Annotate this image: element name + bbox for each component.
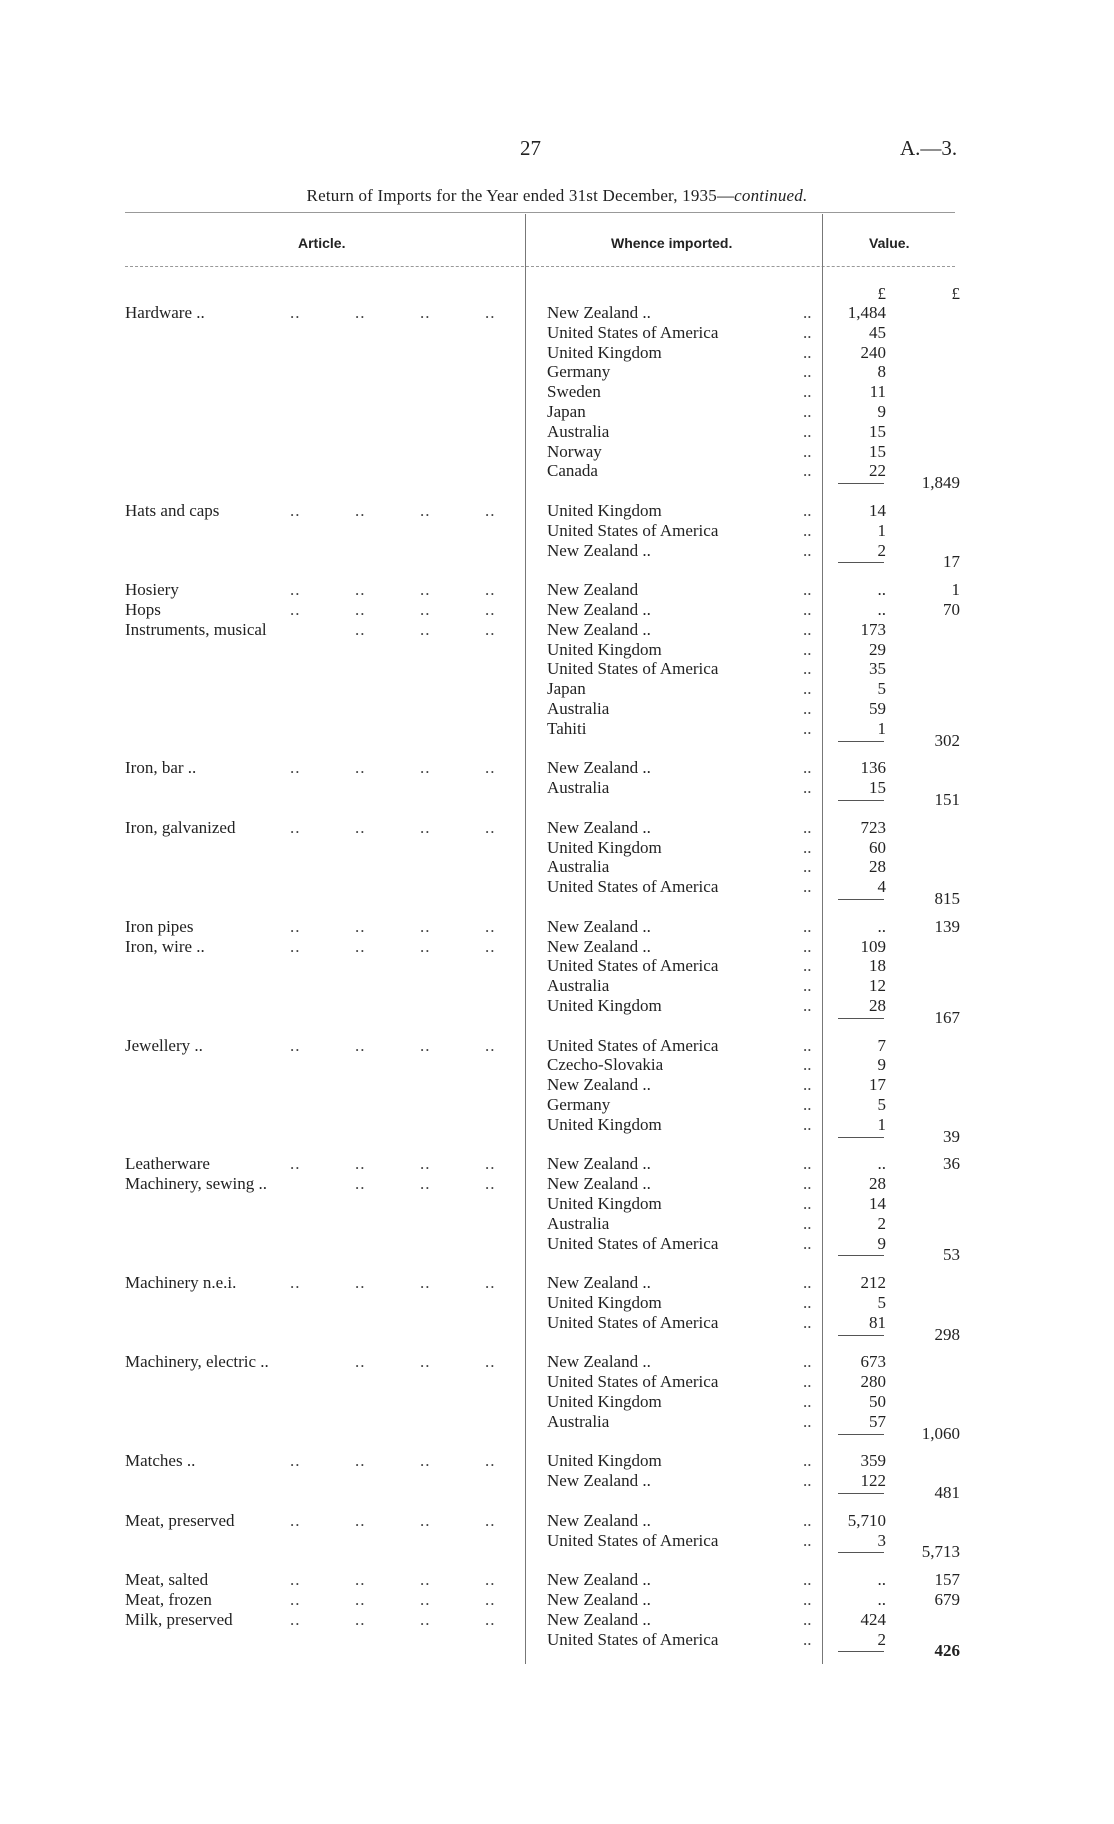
- origin-leader-dots: ..: [803, 402, 812, 421]
- origin-country: New Zealand ..: [547, 600, 651, 619]
- subtotal-value: 5: [877, 679, 886, 699]
- table-row: [0, 679, 1114, 699]
- subtotal-rule: [838, 1434, 884, 1435]
- table-row: Meat, preserved .. .. .. .. New Zealand .. .. 5,710: [125, 1510, 886, 1530]
- subtotal-value: 2: [877, 1213, 886, 1233]
- origin-country: New Zealand ..: [547, 758, 651, 778]
- origin-leader-dots: ..: [803, 1590, 812, 1609]
- subtotal-value: 81: [869, 1312, 886, 1332]
- origin-leader-dots: ..: [803, 1154, 812, 1174]
- table-row: [0, 521, 1114, 541]
- subtotal-value: 59: [869, 699, 886, 718]
- table-row: Machinery, electric .. .. .. .. New Zealand .. .. 673: [125, 1352, 886, 1372]
- origin-country: Australia: [547, 699, 610, 718]
- origin-leader-dots: ..: [803, 1530, 812, 1550]
- origin-country: United Kingdom: [547, 639, 662, 659]
- subtotal-rule: [838, 1335, 884, 1336]
- origin-country: Australia: [547, 1213, 610, 1233]
- origin-leader-dots: ..: [803, 1075, 812, 1095]
- table-row: [0, 1245, 1114, 1273]
- table-row: Meat, salted .. .. .. .. New Zealand .. .. .. 157: [125, 1570, 960, 1590]
- subtotal-value: 109: [860, 936, 886, 956]
- table-row: Jewellery .. .. .. .. .. United States of America .. 7: [125, 1035, 886, 1055]
- column-header-article: Article.: [298, 235, 346, 251]
- article-name: Matches ..: [125, 1451, 196, 1471]
- origin-country: United States of America: [547, 877, 719, 897]
- subtotal-rule: [838, 1137, 884, 1138]
- origin-leader-dots: ..: [803, 322, 812, 342]
- origin-leader-dots: ..: [803, 679, 812, 699]
- total-value: 151: [934, 790, 960, 809]
- table-row: [0, 422, 1114, 442]
- table-row: [0, 552, 1114, 580]
- table-row: [0, 1214, 1114, 1234]
- page-reference: A.—3.: [900, 136, 958, 160]
- origin-leader-dots: ..: [803, 520, 812, 540]
- origin-country: United States of America: [547, 520, 719, 540]
- origin-leader-dots: ..: [803, 1312, 812, 1332]
- table-row: [0, 1641, 1114, 1669]
- article-name: Instruments, musical: [125, 619, 267, 639]
- origin-country: United Kingdom: [547, 1451, 662, 1471]
- total-value: 1,060: [921, 1423, 960, 1443]
- total-value: 815: [934, 889, 960, 908]
- total-value: 1,849: [921, 473, 960, 493]
- origin-leader-dots: ..: [803, 580, 812, 600]
- subtotal-value: 15: [869, 441, 886, 461]
- subtotal-value: 5,710: [847, 1510, 886, 1530]
- origin-country: United States of America: [547, 659, 719, 679]
- table-row: Hops .. .. .. .. New Zealand .. .. .. 70: [125, 600, 960, 619]
- subtotal-value: 424: [860, 1609, 886, 1629]
- total-value: 481: [934, 1483, 960, 1502]
- article-name: Meat, salted: [125, 1570, 209, 1590]
- subtotal-value: 240: [860, 342, 886, 362]
- origin-country: New Zealand ..: [547, 1510, 651, 1530]
- origin-leader-dots: ..: [803, 1609, 812, 1629]
- total-value: 17: [943, 552, 960, 572]
- article-name: Meat, frozen: [125, 1590, 212, 1609]
- table-row: [0, 640, 1114, 660]
- origin-country: Australia: [547, 778, 610, 798]
- origin-leader-dots: ..: [803, 1114, 812, 1134]
- origin-country: Japan: [547, 402, 586, 421]
- origin-country: New Zealand ..: [547, 1570, 651, 1590]
- table-row: Hardware .. .. .. .. .. New Zealand .. .. 1,484: [125, 303, 886, 322]
- origin-country: United States of America: [547, 956, 719, 976]
- article-name: Milk, preserved: [125, 1609, 233, 1629]
- origin-leader-dots: ..: [803, 699, 812, 718]
- origin-leader-dots: ..: [803, 1392, 812, 1411]
- currency-symbol-sub: £: [877, 284, 886, 303]
- total-value: 167: [934, 1007, 960, 1027]
- subtotal-value: 9: [877, 1055, 886, 1075]
- origin-leader-dots: ..: [803, 1095, 812, 1114]
- table-row: [0, 1293, 1114, 1313]
- subtotal-value: 1: [877, 1114, 886, 1134]
- origin-country: United Kingdom: [547, 1114, 662, 1134]
- origin-country: United Kingdom: [547, 501, 662, 520]
- origin-country: New Zealand ..: [547, 1471, 651, 1491]
- table-row: [0, 1126, 1114, 1155]
- subtotal-rule: [838, 741, 884, 742]
- subtotal-rule: [838, 1255, 884, 1256]
- article-name: Machinery, electric ..: [125, 1352, 269, 1372]
- origin-country: Germany: [547, 362, 611, 382]
- origin-country: Australia: [547, 857, 610, 877]
- subtotal-value: 14: [869, 1194, 886, 1213]
- origin-country: New Zealand ..: [547, 619, 651, 639]
- origin-leader-dots: ..: [803, 996, 812, 1015]
- origin-country: New Zealand ..: [547, 1352, 651, 1372]
- table-row: [0, 976, 1114, 996]
- table-row: [0, 956, 1114, 976]
- subtotal-rule: [838, 1018, 884, 1019]
- origin-leader-dots: ..: [803, 817, 812, 837]
- table-row: [0, 889, 1114, 917]
- table-row: Matches .. .. .. .. .. United Kingdom .. 359: [125, 1451, 886, 1471]
- subtotal-value: 57: [869, 1411, 886, 1431]
- article-name: Hats and caps: [125, 501, 220, 520]
- table-row: [0, 1055, 1114, 1075]
- origin-country: New Zealand: [547, 580, 639, 600]
- table-row: [0, 1075, 1114, 1095]
- article-name: Meat, preserved: [125, 1510, 235, 1530]
- origin-country: Australia: [547, 1411, 610, 1431]
- table-row: [0, 323, 1114, 343]
- total-value: 5,713: [921, 1542, 960, 1562]
- article-name: Iron, bar ..: [125, 758, 197, 778]
- subtotal-value: ..: [877, 600, 886, 619]
- subtotal-rule: [838, 483, 884, 484]
- table-row: Iron, wire .. .. .. .. .. New Zealand .. .. 109: [125, 936, 886, 956]
- subtotal-value: 35: [869, 659, 886, 679]
- subtotal-value: 28: [869, 1174, 886, 1194]
- origin-leader-dots: ..: [803, 441, 812, 461]
- origin-leader-dots: ..: [803, 1293, 812, 1312]
- origin-leader-dots: ..: [803, 600, 812, 619]
- origin-country: Germany: [547, 1095, 611, 1114]
- table-row: Iron, galvanized .. .. .. .. New Zealand .. .. 723: [125, 817, 886, 837]
- origin-country: Australia: [547, 976, 610, 996]
- subtotal-value: 12: [869, 976, 886, 996]
- subtotal-value: 173: [860, 619, 886, 639]
- subtotal-value: 15: [869, 421, 886, 441]
- origin-leader-dots: ..: [803, 837, 812, 857]
- article-name: Machinery, sewing ..: [125, 1174, 267, 1194]
- origin-leader-dots: ..: [803, 1174, 812, 1194]
- table-row: [0, 343, 1114, 363]
- table-row: [0, 790, 1114, 818]
- origin-leader-dots: ..: [803, 1055, 812, 1075]
- origin-country: United Kingdom: [547, 837, 662, 857]
- origin-leader-dots: ..: [803, 1629, 812, 1649]
- article-name: Machinery n.e.i.: [125, 1273, 237, 1293]
- subtotal-value: 2: [877, 1629, 886, 1649]
- table-row: [0, 1423, 1114, 1452]
- origin-country: New Zealand ..: [547, 1075, 651, 1095]
- origin-leader-dots: ..: [803, 639, 812, 659]
- origin-leader-dots: ..: [803, 1372, 812, 1392]
- origin-country: Czecho-Slovakia: [547, 1055, 664, 1075]
- subtotal-value: 45: [869, 322, 886, 342]
- origin-leader-dots: ..: [803, 421, 812, 441]
- origin-leader-dots: ..: [803, 362, 812, 382]
- article-name: Hops: [125, 600, 161, 619]
- subtotal-rule: [838, 1552, 884, 1553]
- origin-country: United States of America: [547, 1035, 719, 1055]
- total-value: 36: [943, 1154, 960, 1174]
- currency-symbol-total: £: [951, 284, 960, 303]
- subtotal-value: 60: [869, 837, 886, 857]
- origin-leader-dots: ..: [803, 1233, 812, 1253]
- origin-country: New Zealand ..: [547, 936, 651, 956]
- subtotal-value: 5: [877, 1293, 886, 1312]
- table-row: [0, 1483, 1114, 1511]
- subtotal-value: 359: [860, 1451, 886, 1471]
- origin-leader-dots: ..: [803, 461, 812, 481]
- article-name: Hosiery: [125, 580, 179, 600]
- subtotal-rule: [838, 1651, 884, 1652]
- subtotal-value: 8: [877, 362, 886, 382]
- subtotal-value: 11: [869, 382, 886, 402]
- subtotal-value: 2: [877, 540, 886, 560]
- subtotal-rule: [838, 562, 884, 563]
- origin-leader-dots: ..: [803, 936, 812, 956]
- origin-leader-dots: ..: [803, 718, 812, 738]
- total-value: 302: [934, 730, 960, 750]
- origin-leader-dots: ..: [803, 1570, 812, 1590]
- origin-country: Sweden: [547, 382, 601, 402]
- subtotal-value: 15: [869, 778, 886, 798]
- table-row: Iron pipes .. .. .. .. New Zealand .. .. .. 139: [125, 916, 960, 936]
- total-value: 39: [943, 1126, 960, 1146]
- origin-country: New Zealand ..: [547, 916, 651, 936]
- origin-country: New Zealand ..: [547, 1154, 651, 1174]
- subtotal-value: 1,484: [847, 303, 886, 322]
- table-row: Hosiery .. .. .. .. New Zealand .. .. 1: [125, 580, 960, 600]
- table-row: Hats and caps .. .. .. .. United Kingdom .. 14: [125, 501, 886, 520]
- origin-leader-dots: ..: [803, 382, 812, 402]
- origin-leader-dots: ..: [803, 1273, 812, 1293]
- origin-leader-dots: ..: [803, 976, 812, 996]
- origin-country: United States of America: [547, 322, 719, 342]
- subtotal-value: 18: [869, 956, 886, 976]
- origin-leader-dots: ..: [803, 1194, 812, 1213]
- subtotal-value: ..: [877, 1590, 886, 1609]
- origin-leader-dots: ..: [803, 501, 812, 520]
- subtotal-value: 29: [869, 639, 886, 659]
- title-main: Return of Imports for the Year ended 31st December, 1935—: [306, 186, 735, 205]
- table-row: Milk, preserved .. .. .. .. New Zealand .. .. 424: [125, 1609, 886, 1629]
- article-name: Iron, wire ..: [125, 936, 205, 956]
- origin-country: United Kingdom: [547, 996, 662, 1015]
- origin-country: Tahiti: [547, 718, 587, 738]
- origin-leader-dots: ..: [803, 303, 812, 322]
- table-row: [0, 1372, 1114, 1392]
- origin-leader-dots: ..: [803, 778, 812, 798]
- title-continued: continued.: [734, 186, 808, 205]
- total-value: 679: [934, 1590, 960, 1609]
- table-row: [0, 362, 1114, 382]
- total-value: 70: [943, 600, 960, 619]
- table-row: Machinery n.e.i. .. .. .. .. New Zealand .. .. 212: [125, 1273, 886, 1293]
- origin-leader-dots: ..: [803, 1352, 812, 1372]
- subtotal-value: 22: [869, 461, 886, 481]
- subtotal-rule: [838, 899, 884, 900]
- table-row: [0, 382, 1114, 402]
- table-row: [0, 730, 1114, 759]
- subtotal-value: 9: [877, 1233, 886, 1253]
- origin-country: United States of America: [547, 1530, 719, 1550]
- subtotal-value: 7: [877, 1035, 886, 1055]
- total-value: 298: [934, 1324, 960, 1344]
- origin-country: Norway: [547, 441, 602, 461]
- table-row: [0, 838, 1114, 858]
- origin-country: United States of America: [547, 1312, 719, 1332]
- subtotal-value: 9: [877, 402, 886, 421]
- subtotal-value: 50: [869, 1392, 886, 1411]
- origin-country: New Zealand ..: [547, 1609, 651, 1629]
- origin-country: Japan: [547, 679, 586, 699]
- origin-leader-dots: ..: [803, 1035, 812, 1055]
- subtotal-value: 1: [877, 718, 886, 738]
- origin-country: United Kingdom: [547, 1293, 662, 1312]
- subtotal-value: 28: [869, 996, 886, 1015]
- table-row: [0, 857, 1114, 877]
- origin-country: United States of America: [547, 1233, 719, 1253]
- origin-country: New Zealand ..: [547, 1174, 651, 1194]
- subtotal-value: 17: [869, 1075, 886, 1095]
- origin-leader-dots: ..: [803, 1213, 812, 1233]
- origin-country: New Zealand ..: [547, 817, 651, 837]
- table-row: Instruments, musical .. .. .. New Zealand .. .. 173: [125, 619, 886, 639]
- origin-leader-dots: ..: [803, 1510, 812, 1530]
- subtotal-value: 28: [869, 857, 886, 877]
- origin-country: United Kingdom: [547, 1194, 662, 1213]
- subtotal-rule: [838, 800, 884, 801]
- subtotal-value: ..: [877, 916, 886, 936]
- table-row: [0, 699, 1114, 719]
- subtotal-rule: [838, 1493, 884, 1494]
- total-value: 139: [934, 916, 960, 936]
- origin-country: New Zealand ..: [547, 1273, 651, 1293]
- origin-country: United Kingdom: [547, 1392, 662, 1411]
- article-name: Hardware ..: [125, 303, 205, 322]
- origin-country: Canada: [547, 461, 598, 481]
- subtotal-value: 3: [877, 1530, 886, 1550]
- table-row: [0, 442, 1114, 462]
- table-row: Iron, bar .. .. .. .. .. New Zealand .. .. 136: [125, 758, 886, 778]
- subtotal-value: 4: [877, 877, 886, 897]
- article-name: Iron, galvanized: [125, 817, 236, 837]
- subtotal-value: 122: [860, 1471, 886, 1491]
- total-value: 53: [943, 1245, 960, 1265]
- subtotal-value: 723: [860, 817, 886, 837]
- origin-country: Australia: [547, 421, 610, 441]
- origin-country: United Kingdom: [547, 342, 662, 362]
- subtotal-value: ..: [877, 1154, 886, 1174]
- column-header-whence: Whence imported.: [611, 235, 733, 251]
- origin-leader-dots: ..: [803, 1471, 812, 1491]
- article-name: Iron pipes: [125, 916, 194, 936]
- table-row: [0, 1095, 1114, 1115]
- subtotal-value: 136: [860, 758, 886, 778]
- table-row: [0, 1542, 1114, 1570]
- origin-country: New Zealand ..: [547, 1590, 651, 1609]
- total-value: 157: [934, 1570, 960, 1590]
- table-row: [0, 473, 1114, 501]
- origin-country: United States of America: [547, 1629, 719, 1649]
- origin-leader-dots: ..: [803, 758, 812, 778]
- article-name: Jewellery ..: [125, 1035, 203, 1055]
- table-row: Meat, frozen .. .. .. .. New Zealand .. .. .. 679: [125, 1590, 960, 1609]
- total-value: 426: [934, 1641, 960, 1661]
- origin-country: New Zealand ..: [547, 303, 651, 322]
- total-value: 1: [951, 580, 960, 600]
- subtotal-value: 212: [860, 1273, 886, 1293]
- subtotal-value: 14: [869, 501, 886, 520]
- origin-leader-dots: ..: [803, 916, 812, 936]
- subtotal-value: ..: [877, 580, 886, 600]
- table-row: [0, 1007, 1114, 1036]
- table-row: [0, 1194, 1114, 1214]
- table-row: [0, 1392, 1114, 1412]
- article-name: Leatherware: [125, 1154, 210, 1174]
- table-row: [0, 659, 1114, 679]
- table-row: Leatherware .. .. .. .. New Zealand .. .. .. 36: [125, 1154, 960, 1174]
- table-row: [0, 1324, 1114, 1353]
- subtotal-value: ..: [877, 1570, 886, 1590]
- subtotal-value: 1: [877, 520, 886, 540]
- subtotal-value: 280: [860, 1372, 886, 1392]
- origin-leader-dots: ..: [803, 659, 812, 679]
- origin-leader-dots: ..: [803, 956, 812, 976]
- origin-country: New Zealand ..: [547, 540, 651, 560]
- origin-country: United States of America: [547, 1372, 719, 1392]
- origin-leader-dots: ..: [803, 619, 812, 639]
- subtotal-value: 5: [877, 1095, 886, 1114]
- table-row: Machinery, sewing .. .. .. .. New Zealand .. .. 28: [125, 1174, 886, 1194]
- subtotal-value: 673: [860, 1352, 886, 1372]
- origin-leader-dots: ..: [803, 877, 812, 897]
- origin-leader-dots: ..: [803, 540, 812, 560]
- origin-leader-dots: ..: [803, 342, 812, 362]
- column-header-value: Value.: [869, 235, 910, 251]
- page-number: 27: [520, 136, 541, 160]
- origin-leader-dots: ..: [803, 857, 812, 877]
- table-row: [0, 402, 1114, 422]
- origin-leader-dots: ..: [803, 1451, 812, 1471]
- origin-leader-dots: ..: [803, 1411, 812, 1431]
